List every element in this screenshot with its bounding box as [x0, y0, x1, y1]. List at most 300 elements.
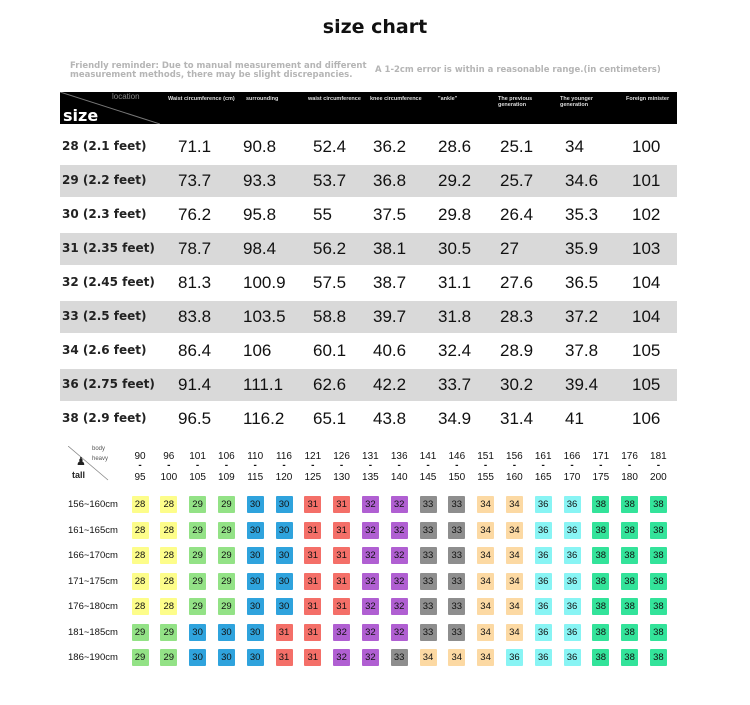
size-cell: 29 — [218, 496, 235, 513]
size-row — [60, 335, 677, 367]
size-cell: 33 — [448, 624, 465, 641]
size-cell: 34 — [477, 547, 494, 564]
size-row-value: 31.8 — [438, 307, 472, 326]
weight-dash: - — [368, 460, 373, 471]
weight-dash: - — [455, 460, 459, 471]
size-row-value: 38.1 — [373, 239, 407, 258]
size-row — [60, 131, 677, 163]
weight-dash: - — [656, 460, 661, 471]
size-cell: 33 — [448, 598, 465, 615]
size-cell: 28 — [160, 522, 177, 539]
size-row-value: 30.5 — [438, 239, 472, 258]
page-title: size chart — [322, 16, 428, 38]
size-cell: 29 — [132, 649, 149, 666]
size-row-value: 102 — [632, 205, 661, 224]
size-row-value: 37.2 — [565, 307, 599, 326]
size-cell: 33 — [420, 624, 437, 641]
size-cell: 31 — [304, 649, 321, 666]
size-row-label: 33 (2.5 feet) — [62, 309, 147, 323]
size-row-value: 58.8 — [313, 307, 347, 326]
size-cell: 32 — [362, 496, 379, 513]
size-row-value: 56.2 — [313, 239, 347, 258]
weight-to-label: 100 — [160, 472, 178, 483]
weight-from-label: 96 — [163, 451, 175, 462]
size-cell: 30 — [247, 598, 264, 615]
weight-dash: - — [167, 460, 171, 471]
weight-to-label: 95 — [134, 472, 146, 483]
size-cell: 36 — [535, 496, 552, 513]
weight-dash: - — [570, 460, 574, 471]
size-cell: 33 — [420, 598, 437, 615]
size-cell: 38 — [592, 496, 609, 513]
weight-to-label: 140 — [390, 472, 408, 483]
size-cell: 31 — [333, 547, 350, 564]
size-cell: 32 — [391, 547, 408, 564]
weight-dash: - — [253, 460, 257, 471]
size-row — [60, 233, 677, 265]
size-cell: 33 — [448, 573, 465, 590]
size-cell: 38 — [592, 624, 609, 641]
size-cell: 36 — [564, 624, 581, 641]
size-cell: 33 — [420, 522, 437, 539]
size-cell: 36 — [564, 547, 581, 564]
size-row — [60, 199, 677, 231]
size-cell: 32 — [333, 624, 350, 641]
size-cell: 32 — [391, 624, 408, 641]
size-cell: 34 — [506, 522, 523, 539]
size-cell: 38 — [592, 547, 609, 564]
weight-from-label: 126 — [333, 451, 350, 462]
grid-corner — [68, 446, 116, 482]
weight-from-label: 146 — [448, 451, 466, 462]
size-row — [60, 301, 677, 333]
header-col-0: Waist circumference (cm) — [168, 96, 235, 102]
size-row-value: 105 — [632, 341, 661, 360]
size-row — [60, 165, 677, 197]
size-cell: 30 — [276, 496, 293, 513]
size-cell: 36 — [535, 573, 552, 590]
weight-to-label: 175 — [592, 472, 610, 483]
size-cell: 33 — [420, 573, 437, 590]
weight-to-label: 130 — [333, 472, 350, 483]
size-cell: 38 — [621, 547, 638, 564]
size-cell: 30 — [276, 573, 293, 590]
weight-from-label: 90 — [134, 451, 146, 462]
size-row-label: 30 (2.3 feet) — [62, 207, 147, 221]
size-row-value: 83.8 — [178, 307, 212, 326]
size-cell: 32 — [362, 598, 379, 615]
size-row-value: 34.6 — [565, 171, 599, 190]
size-row-value: 39.4 — [565, 375, 599, 394]
size-row-value: 96.5 — [178, 409, 212, 428]
weight-from-label: 136 — [390, 451, 408, 462]
size-row-label: 32 (2.45 feet) — [62, 275, 155, 289]
header-col-3: knee circumference — [370, 96, 422, 102]
size-cell: 31 — [304, 624, 321, 641]
weight-dash: - — [541, 460, 545, 471]
size-cell: 34 — [477, 522, 494, 539]
size-cell: 28 — [132, 547, 149, 564]
size-row-value: 35.3 — [565, 205, 599, 224]
size-row-value: 65.1 — [313, 409, 347, 428]
size-row-value: 91.4 — [178, 375, 212, 394]
size-cell: 32 — [362, 624, 379, 641]
weight-from-label: 176 — [621, 451, 638, 462]
size-cell: 38 — [621, 496, 638, 513]
size-cell: 30 — [189, 649, 206, 666]
size-row-label: 31 (2.35 feet) — [62, 241, 155, 255]
weight-dash: - — [138, 460, 142, 471]
size-cell: 34 — [477, 624, 494, 641]
size-cell: 31 — [304, 522, 321, 539]
size-cell: 38 — [621, 598, 638, 615]
size-row — [60, 369, 677, 401]
size-cell: 34 — [506, 573, 523, 590]
size-row-value: 116.2 — [243, 409, 285, 428]
size-cell: 32 — [391, 573, 408, 590]
size-row-label: 28 (2.1 feet) — [62, 139, 147, 153]
size-cell: 32 — [391, 496, 408, 513]
size-row-value: 73.7 — [178, 171, 212, 190]
weight-dash: - — [195, 460, 200, 471]
size-row-value: 103.5 — [243, 307, 286, 326]
size-cell: 34 — [477, 496, 494, 513]
size-row-value: 101 — [632, 171, 661, 190]
size-cell: 34 — [477, 649, 494, 666]
size-row-value: 27 — [500, 239, 519, 258]
size-row-value: 35.9 — [565, 239, 599, 258]
size-row-value: 28.6 — [438, 137, 472, 156]
size-cell: 30 — [247, 649, 264, 666]
size-cell: 29 — [160, 624, 177, 641]
header-col-1: surrounding — [246, 96, 279, 102]
size-cell: 38 — [650, 598, 667, 615]
weight-to-label: 125 — [304, 472, 322, 483]
size-cell: 30 — [276, 522, 293, 539]
size-row-label: 29 (2.2 feet) — [62, 173, 147, 187]
size-row-label: 34 (2.6 feet) — [62, 343, 147, 357]
size-cell: 30 — [189, 624, 206, 641]
size-cell: 28 — [132, 496, 149, 513]
size-row-value: 40.6 — [373, 341, 407, 360]
size-cell: 28 — [132, 573, 149, 590]
size-cell: 38 — [621, 573, 638, 590]
weight-from-label: 101 — [189, 451, 206, 462]
size-cell: 38 — [592, 573, 609, 590]
size-row-value: 104 — [632, 307, 661, 326]
size-cell: 38 — [592, 522, 609, 539]
header-col-4: "ankle" — [438, 96, 458, 102]
size-row-value: 29.2 — [438, 171, 472, 190]
weight-to-label: 200 — [650, 472, 667, 483]
reminder-line-2: A 1-2cm error is within a reasonable range.(in centimeters) — [375, 65, 661, 75]
size-cell: 36 — [535, 624, 552, 641]
size-cell: 36 — [564, 598, 581, 615]
weight-to-label: 145 — [419, 472, 437, 483]
size-cell: 29 — [218, 547, 235, 564]
size-cell: 38 — [650, 522, 667, 539]
weight-to-label: 109 — [218, 472, 235, 483]
size-cell: 32 — [362, 547, 379, 564]
size-cell: 38 — [621, 624, 638, 641]
size-row-value: 111.1 — [243, 375, 284, 394]
height-range-label: 176~180cm — [68, 601, 118, 612]
size-cell: 31 — [333, 573, 350, 590]
size-row — [60, 403, 677, 435]
size-row-value: 39.7 — [373, 307, 407, 326]
size-row-value: 104 — [632, 273, 661, 292]
weight-to-label: 165 — [534, 472, 552, 483]
size-cell: 38 — [592, 598, 609, 615]
weight-dash: - — [339, 460, 344, 471]
size-row-value: 41 — [565, 409, 584, 428]
size-row-value: 37.5 — [373, 205, 407, 224]
height-range-label: 156~160cm — [68, 499, 118, 510]
size-row-value: 34.9 — [438, 409, 472, 428]
size-cell: 30 — [247, 624, 264, 641]
size-cell: 33 — [420, 547, 437, 564]
size-cell: 38 — [650, 496, 667, 513]
size-cell: 29 — [160, 649, 177, 666]
size-cell: 30 — [218, 624, 235, 641]
size-cell: 28 — [160, 598, 177, 615]
size-row-value: 103 — [632, 239, 661, 258]
weight-dash: - — [282, 460, 286, 471]
size-row-value: 33.7 — [438, 375, 472, 394]
size-row-value: 57.5 — [313, 273, 347, 292]
size-cell: 32 — [391, 522, 408, 539]
size-row-value: 93.3 — [243, 171, 277, 190]
weight-dash: - — [426, 460, 430, 471]
size-row-value: 106 — [632, 409, 661, 428]
size-cell: 36 — [506, 649, 523, 666]
size-row-value: 26.4 — [500, 205, 534, 224]
weight-to-label: 180 — [621, 472, 638, 483]
size-cell: 32 — [362, 522, 379, 539]
header-size-label: size — [63, 106, 99, 125]
size-cell: 31 — [276, 624, 293, 641]
size-cell: 31 — [333, 522, 350, 539]
size-cell: 31 — [304, 547, 321, 564]
weight-to-label: 105 — [189, 472, 206, 483]
weight-dash: - — [397, 460, 401, 471]
size-cell: 34 — [506, 496, 523, 513]
weight-height-grid — [58, 438, 678, 692]
size-cell: 29 — [218, 598, 235, 615]
weight-to-label: 170 — [563, 472, 581, 483]
size-cell: 33 — [448, 547, 465, 564]
weight-to-label: 115 — [247, 472, 264, 483]
person-icon: ♟ — [76, 456, 86, 468]
size-cell: 29 — [218, 522, 235, 539]
size-cell: 31 — [304, 573, 321, 590]
size-row-value: 36.5 — [565, 273, 599, 292]
size-row-value: 76.2 — [178, 205, 212, 224]
size-cell: 29 — [189, 598, 206, 615]
size-cell: 36 — [564, 522, 581, 539]
size-cell: 34 — [506, 547, 523, 564]
size-row-value: 31.4 — [500, 409, 534, 428]
size-cell: 36 — [535, 547, 552, 564]
size-row-value: 78.7 — [178, 239, 212, 258]
size-row-value: 86.4 — [178, 341, 212, 360]
size-row-value: 62.6 — [313, 375, 347, 394]
size-row-value: 81.3 — [178, 273, 212, 292]
size-row-value: 37.8 — [565, 341, 599, 360]
size-cell: 28 — [160, 573, 177, 590]
weight-dash: - — [627, 460, 632, 471]
size-row-value: 95.8 — [243, 205, 277, 224]
size-row-value: 38.7 — [373, 273, 407, 292]
size-row-value: 42.2 — [373, 375, 407, 394]
weight-from-label: 181 — [650, 451, 667, 462]
size-cell: 30 — [276, 598, 293, 615]
size-cell: 28 — [132, 598, 149, 615]
reminder-line-1: Friendly reminder: Due to manual measurement and different measurement methods, there may be slight discrepancies. — [70, 61, 367, 80]
size-row-value: 105 — [632, 375, 661, 394]
size-table-header — [60, 92, 677, 124]
size-row-value: 100.9 — [243, 273, 286, 292]
weight-to-label: 135 — [362, 472, 379, 483]
height-range-label: 186~190cm — [68, 652, 118, 663]
size-cell: 33 — [391, 649, 408, 666]
size-row-value: 36.2 — [373, 137, 407, 156]
size-row-value: 29.8 — [438, 205, 472, 224]
size-cell: 34 — [420, 649, 437, 666]
header-location-label: location — [112, 92, 140, 101]
size-cell: 31 — [304, 598, 321, 615]
size-row-label: 38 (2.9 feet) — [62, 411, 147, 425]
size-cell: 38 — [621, 522, 638, 539]
size-row-value: 52.4 — [313, 137, 347, 156]
corner-body-label: body — [92, 446, 106, 452]
size-cell: 33 — [448, 496, 465, 513]
size-cell: 29 — [189, 496, 206, 513]
weight-dash: - — [599, 460, 603, 471]
size-cell: 36 — [564, 496, 581, 513]
size-cell: 32 — [391, 598, 408, 615]
weight-from-label: 106 — [218, 451, 235, 462]
header-col-6: The younger generation — [560, 96, 594, 108]
size-cell: 30 — [247, 573, 264, 590]
size-row-value: 100 — [632, 137, 661, 156]
size-row-value: 55 — [313, 205, 332, 224]
size-cell: 31 — [333, 598, 350, 615]
size-row-value: 53.7 — [313, 171, 347, 190]
size-cell: 32 — [333, 649, 350, 666]
size-cell: 29 — [189, 522, 206, 539]
size-row-value: 25.1 — [500, 137, 534, 156]
header-col-2: waist circumference — [308, 96, 361, 102]
size-cell: 34 — [506, 598, 523, 615]
height-range-label: 161~165cm — [68, 524, 118, 536]
size-row-value: 32.4 — [438, 341, 472, 360]
weight-from-label: 161 — [534, 451, 552, 462]
size-cell: 31 — [333, 496, 350, 513]
size-cell: 30 — [247, 496, 264, 513]
size-cell: 31 — [276, 649, 293, 666]
size-cell: 32 — [362, 649, 379, 666]
weight-to-label: 150 — [448, 472, 466, 483]
size-cell: 36 — [535, 649, 552, 666]
header-col-5: The previous generation — [498, 96, 533, 108]
weight-dash: - — [483, 460, 488, 471]
size-cell: 30 — [276, 547, 293, 564]
corner-tall-label: tall — [72, 470, 86, 480]
height-range-label: 166~170cm — [68, 550, 118, 561]
header-col-7: Foreign minister — [626, 96, 670, 102]
size-row-value: 71.1 — [178, 137, 212, 156]
size-cell: 38 — [592, 649, 609, 666]
size-cell: 36 — [535, 598, 552, 615]
weight-dash: - — [512, 460, 517, 471]
size-cell: 30 — [247, 522, 264, 539]
weight-dash: - — [311, 460, 315, 471]
size-row-value: 28.3 — [500, 307, 534, 326]
size-row-value: 34 — [565, 137, 584, 156]
size-row-value: 90.8 — [243, 137, 277, 156]
size-cell: 30 — [247, 547, 264, 564]
weight-to-label: 160 — [506, 472, 523, 483]
size-cell: 34 — [477, 573, 494, 590]
weight-from-label: 156 — [506, 451, 523, 462]
weight-from-label: 141 — [419, 451, 437, 462]
height-range-label: 171~175cm — [68, 575, 118, 587]
size-row-value: 31.1 — [438, 273, 472, 292]
size-cell: 34 — [506, 624, 523, 641]
size-cell: 38 — [650, 573, 667, 590]
size-row — [60, 267, 677, 299]
weight-from-label: 121 — [304, 451, 322, 462]
size-cell: 32 — [362, 573, 379, 590]
size-cell: 38 — [650, 547, 667, 564]
size-cell: 28 — [160, 496, 177, 513]
size-cell: 34 — [448, 649, 465, 666]
weight-to-label: 155 — [477, 472, 494, 483]
weight-from-label: 131 — [362, 451, 379, 462]
size-cell: 36 — [535, 522, 552, 539]
size-cell: 29 — [189, 573, 206, 590]
size-cell: 28 — [132, 522, 149, 539]
weight-from-label: 171 — [592, 451, 610, 462]
size-row-value: 28.9 — [500, 341, 534, 360]
size-cell: 38 — [650, 649, 667, 666]
size-row-value: 30.2 — [500, 375, 534, 394]
size-row-value: 36.8 — [373, 171, 407, 190]
size-cell: 34 — [477, 598, 494, 615]
size-cell: 38 — [650, 624, 667, 641]
size-row-value: 25.7 — [500, 171, 534, 190]
size-cell: 31 — [304, 496, 321, 513]
size-cell: 36 — [564, 649, 581, 666]
height-range-label: 181~185cm — [68, 626, 118, 638]
size-row-value: 60.1 — [313, 341, 347, 360]
size-row-value: 43.8 — [373, 409, 407, 428]
weight-from-label: 110 — [247, 451, 264, 462]
size-cell: 30 — [218, 649, 235, 666]
size-cell: 38 — [621, 649, 638, 666]
size-cell: 33 — [420, 496, 437, 513]
size-cell: 29 — [218, 573, 235, 590]
weight-dash: - — [224, 460, 229, 471]
size-row-value: 106 — [243, 341, 272, 360]
weight-from-label: 166 — [563, 451, 581, 462]
size-cell: 36 — [564, 573, 581, 590]
corner-heavy-label: heavy — [92, 456, 109, 462]
weight-from-label: 151 — [477, 451, 494, 462]
size-row-label: 36 (2.75 feet) — [62, 377, 155, 391]
size-cell: 28 — [160, 547, 177, 564]
